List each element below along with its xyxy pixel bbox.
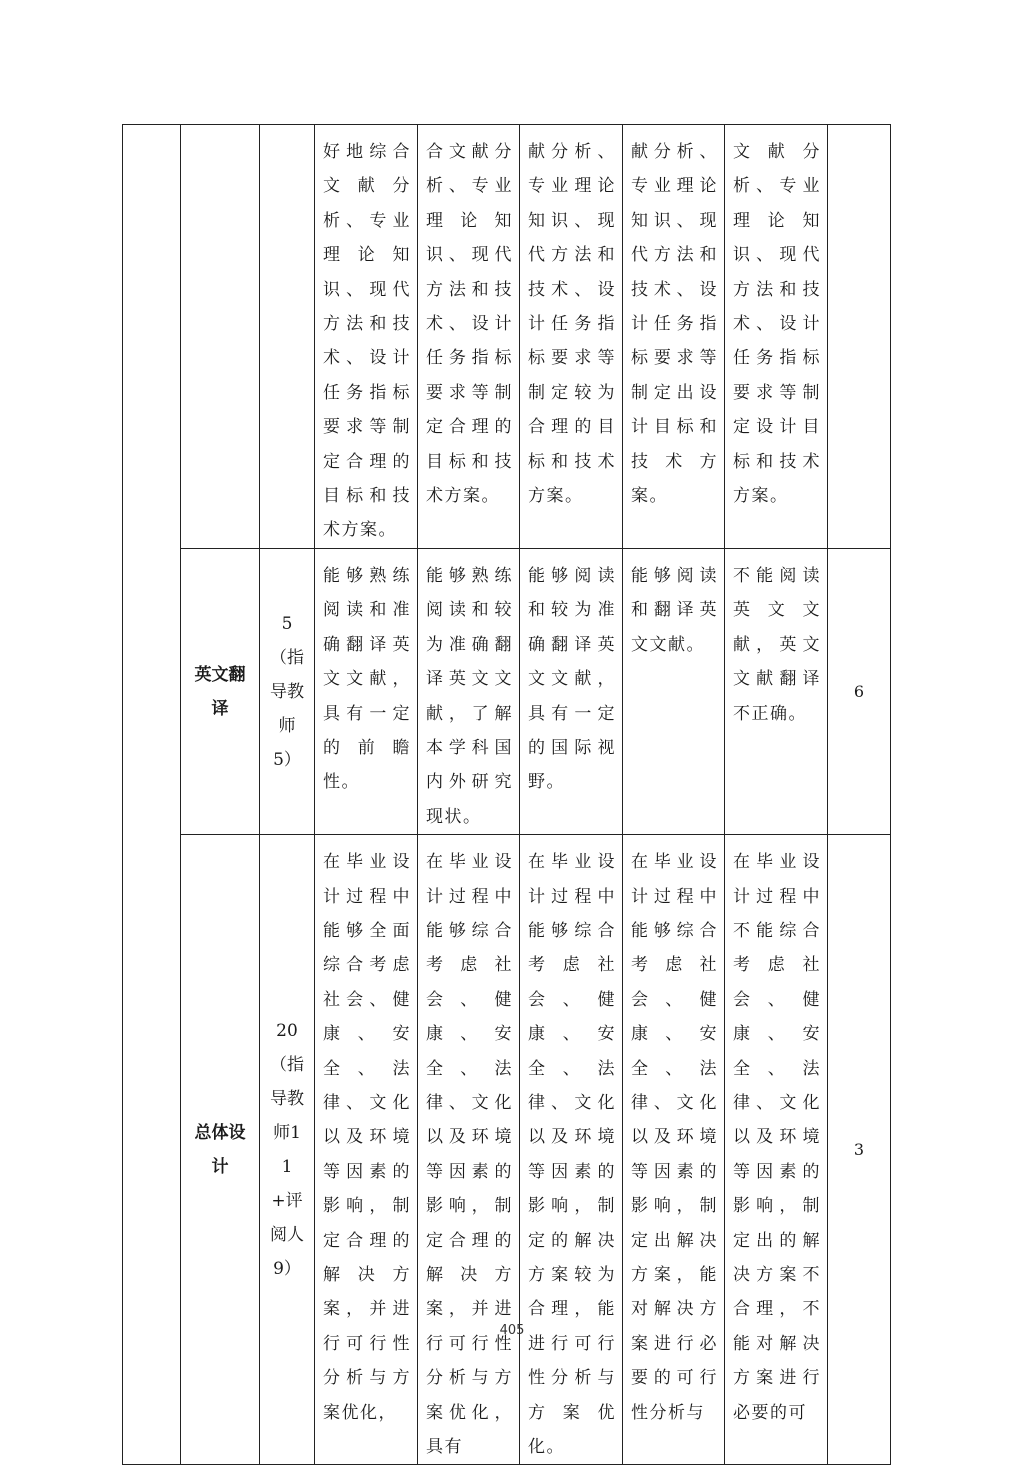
level-excellent-cell: 好地综合文献分析、专业理论知识、现代方法和技术、设计任务指标要求等制定合理的目标和技术方案。 — [315, 125, 418, 549]
indicator-number-cell: 6 — [828, 548, 891, 834]
score-cell — [260, 125, 315, 549]
item-name-cell: 总体设计 — [181, 835, 260, 1465]
table-row — [123, 835, 891, 1465]
item-name-cell: 英文翻译 — [181, 548, 260, 834]
level-fail-cell: 不能阅读英文文献，英文文献翻译不正确。 — [725, 548, 828, 834]
level-pass-cell: 在毕业设计过程中能够综合考虑社会、健康、安全、法律、文化以及环境等因素的影响，制定出解决方案，能对解决方案进行必要的可行性分析与 — [623, 835, 725, 1465]
level-medium-cell: 献分析、专业理论知识、现代方法和技术、设计任务指标要求等制定较为合理的目标和技术方案。 — [520, 125, 623, 549]
page-number: 405 — [499, 1323, 525, 1338]
level-medium-cell: 在毕业设计过程中能够综合考虑社会、健康、安全、法律、文化以及环境等因素的影响，制定的解决方案较为合理，能进行可行性分析与方案优化。 — [520, 835, 623, 1465]
table-row — [123, 548, 891, 834]
score-cell: 20（指导教师11+评阅人9） — [260, 835, 315, 1465]
category-cell — [123, 125, 181, 1465]
grading-rubric-table — [122, 124, 891, 1465]
level-fail-cell: 在毕业设计过程中不能综合考虑社会、健康、安全、法律、文化以及环境等因素的影响，制定出的解决方案不合理，不能对解决方案进行必要的可 — [725, 835, 828, 1465]
level-good-cell: 在毕业设计过程中能够综合考虑社会、健康、安全、法律、文化以及环境等因素的影响，制定合理的解决方案，并进行可行性分析与方案优化，具有 — [418, 835, 520, 1465]
table-row — [123, 125, 891, 549]
indicator-number-cell — [828, 125, 891, 549]
item-name-cell — [181, 125, 260, 549]
level-excellent-cell: 能够熟练阅读和准确翻译英文文献，具有一定的前瞻性。 — [315, 548, 418, 834]
level-pass-cell: 献分析、专业理论知识、现代方法和技术、设计任务指标要求等制定出设计目标和技术方案。 — [623, 125, 725, 549]
level-excellent-cell: 在毕业设计过程中能够全面综合考虑社会、健康、安全、法律、文化以及环境等因素的影响，制定合理的解决方案，并进行可行性分析与方案优化， — [315, 835, 418, 1465]
level-fail-cell: 文献分析、专业理论知识、现代方法和技术、设计任务指标要求等制定设计目标和技术方案。 — [725, 125, 828, 549]
level-pass-cell: 能够阅读和翻译英文文献。 — [623, 548, 725, 834]
level-good-cell: 能够熟练阅读和较为准确翻译英文文献，了解本学科国内外研究现状。 — [418, 548, 520, 834]
score-cell: 5（指导教师5） — [260, 548, 315, 834]
level-good-cell: 合文献分析、专业理论知识、现代方法和技术、设计任务指标要求等制定合理的目标和技术方案。 — [418, 125, 520, 549]
indicator-number-cell: 3 — [828, 835, 891, 1465]
level-medium-cell: 能够阅读和较为准确翻译英文文献，具有一定的国际视野。 — [520, 548, 623, 834]
